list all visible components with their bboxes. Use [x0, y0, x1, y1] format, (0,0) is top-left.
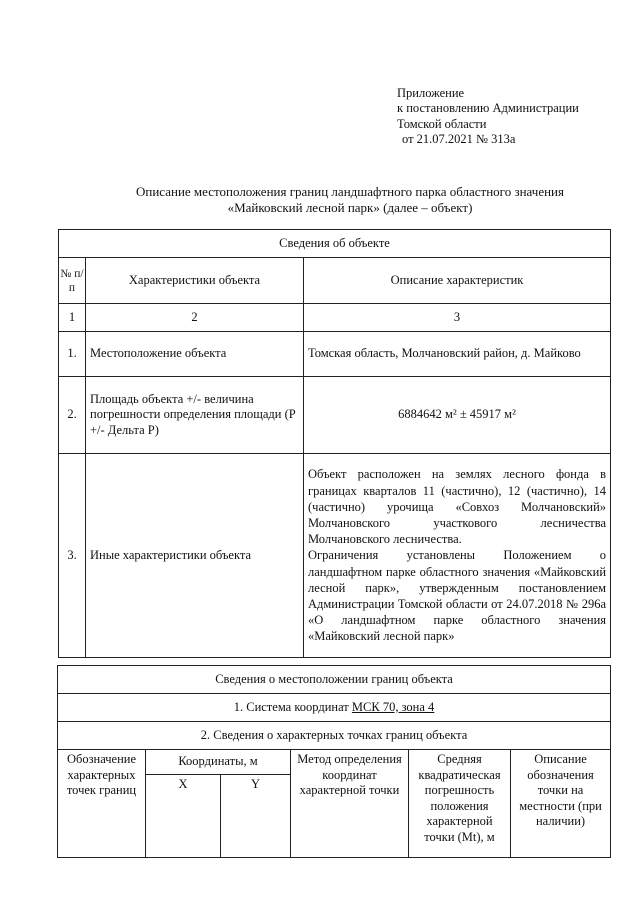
- row-description: [304, 454, 611, 658]
- appendix-line: к постановлению Администрации: [397, 101, 579, 116]
- col-header-number: № п/п: [59, 258, 86, 304]
- appendix-line: Томской области: [397, 116, 487, 131]
- coordinate-system-label: 1. Система координат: [233, 699, 352, 714]
- row-characteristic: Площадь объекта +/- величина погрешности определения площади (P +/- Дельта P): [86, 377, 304, 454]
- coordinate-system-name: МСК 70, зона 4: [351, 699, 435, 714]
- row-characteristic: Иные характеристики объекта: [86, 454, 304, 658]
- description-paragraph: Ограничения установлены Положением о ландшафтном парке областного значения «Майковский лесной парк», утвержденным постановлением Администрации Томской области от 24.07.2018 № 296а «О ландшафтном парке областного значения «Майковский лесной парк»: [308, 548, 607, 644]
- col-number: 3: [304, 304, 611, 332]
- row-number: 3.: [59, 454, 86, 658]
- col-header-coordinates: Координаты, м: [146, 750, 291, 775]
- col-header-point-description: Описание обозначения точки на местности (при наличии): [511, 750, 611, 858]
- object-table-header: Сведения об объекте: [59, 230, 611, 258]
- col-header-method: Метод определения координат характерной точки: [291, 750, 409, 858]
- appendix-line: Приложение: [397, 86, 465, 100]
- points-header: 2. Сведения о характерных точках границ объекта: [58, 722, 611, 750]
- object-info-table: [58, 229, 611, 658]
- row-characteristic: Местоположение объекта: [86, 332, 304, 377]
- title-line: «Майковский лесной парк» (далее – объект): [227, 200, 473, 215]
- col-number: 2: [86, 304, 304, 332]
- appendix-note: [397, 86, 579, 148]
- col-header-x: X: [146, 775, 221, 858]
- coordinate-system: [58, 694, 611, 722]
- title-line: Описание местоположения границ ландшафтного парка областного значения: [136, 184, 564, 199]
- table-row: [59, 377, 611, 454]
- row-number: 2.: [59, 377, 86, 454]
- row-description: Томская область, Молчановский район, д. Майково: [304, 332, 611, 377]
- appendix-date: от 21.07.2021 № 313а: [402, 132, 516, 147]
- col-number: 1: [59, 304, 86, 332]
- row-description: 6884642 м² ± 45917 м²: [304, 377, 611, 454]
- document-title: [60, 184, 640, 216]
- col-header-error: Средняя квадратическая погрешность положения характерной точки (Mt), м: [409, 750, 511, 858]
- row-number: 1.: [59, 332, 86, 377]
- col-header-characteristics: Характеристики объекта: [86, 258, 304, 304]
- description-paragraph: Объект расположен на землях лесного фонда в границах кварталов 11 (частично), 12 (частично), 14 (частично) урочища «Совхоз Молчановский» Молчановского участкового лесничества Молчановского лесничества.: [308, 467, 607, 547]
- boundary-table-header: Сведения о местоположении границ объекта: [58, 666, 611, 694]
- table-row: [59, 454, 611, 658]
- col-header-description: Описание характеристик: [304, 258, 611, 304]
- col-header-designation: Обозначение характерных точек границ: [58, 750, 146, 858]
- boundary-info-table: [57, 665, 611, 858]
- table-row: [59, 332, 611, 377]
- col-header-y: Y: [221, 775, 291, 858]
